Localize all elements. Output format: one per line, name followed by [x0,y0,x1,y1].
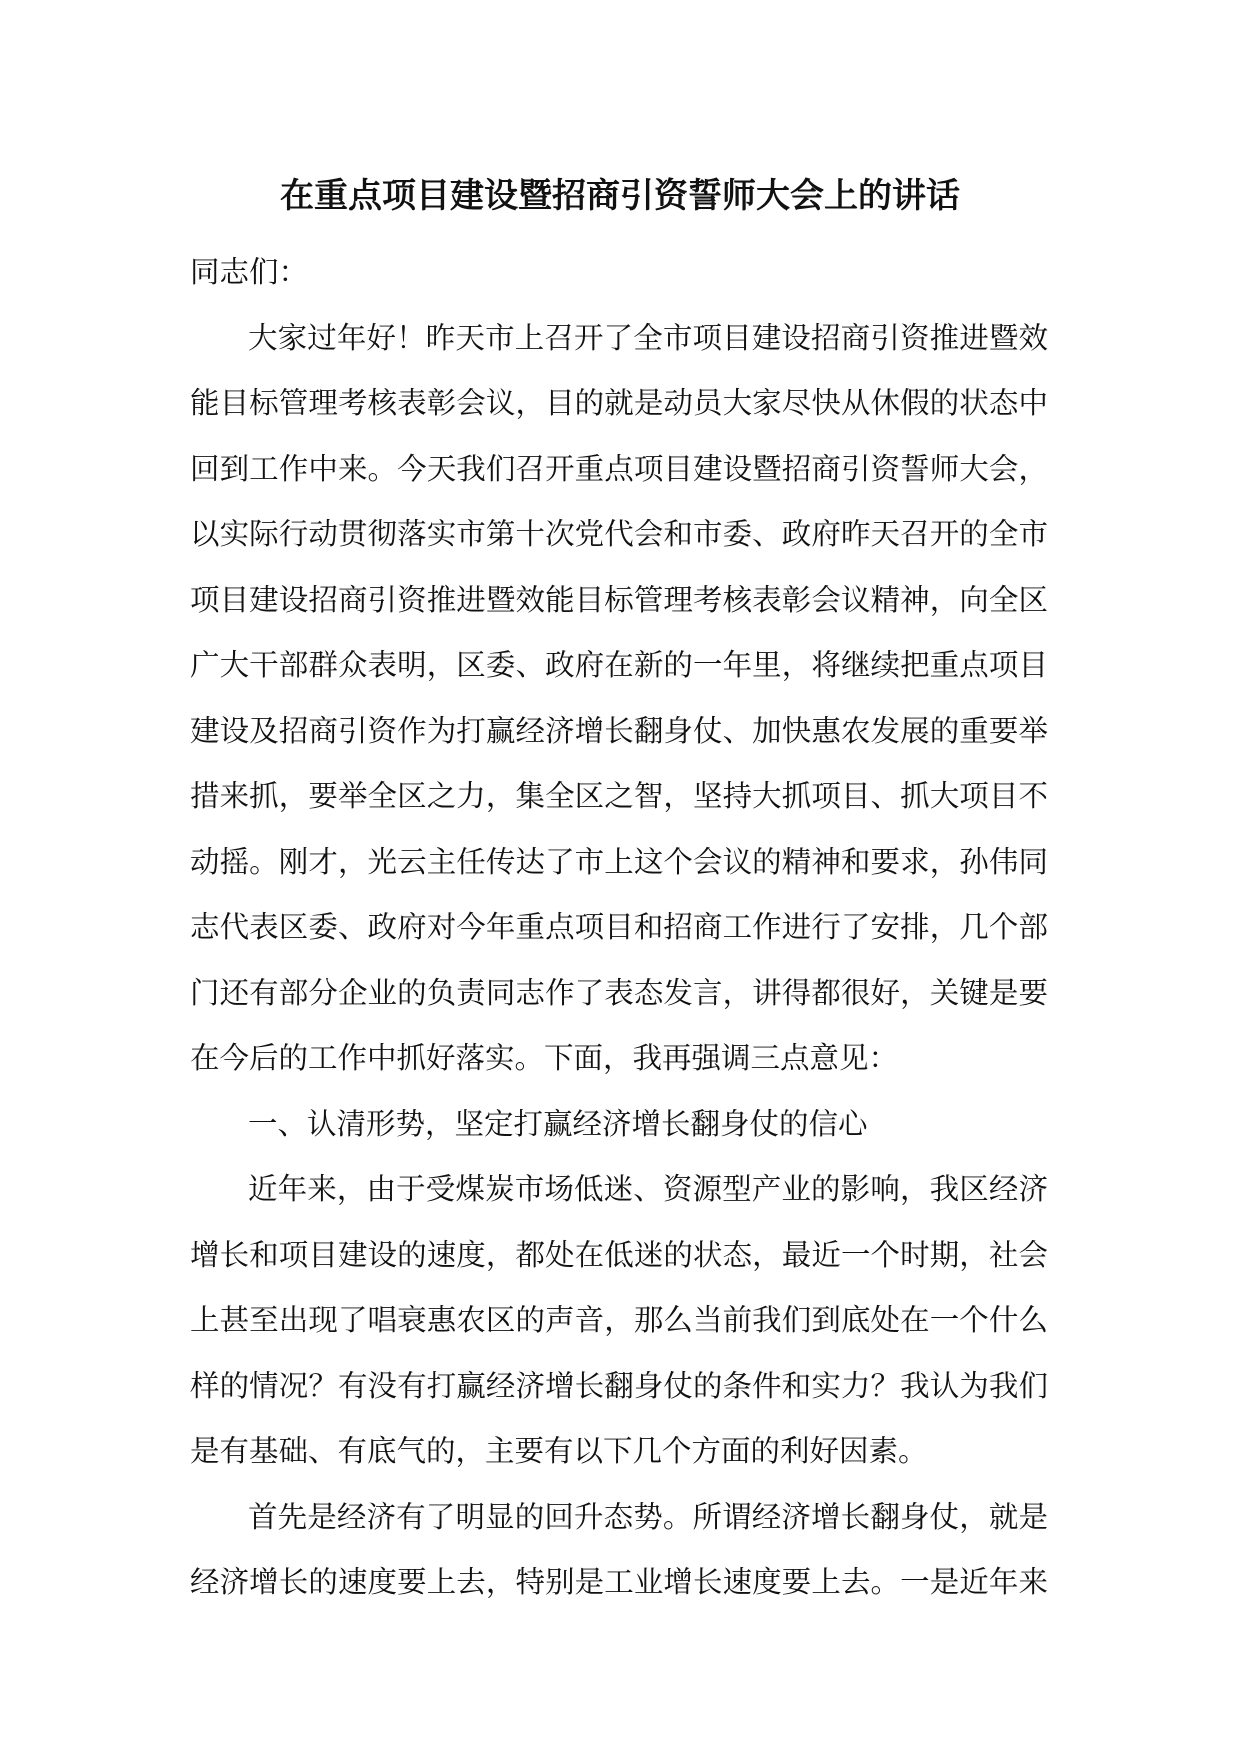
paragraph-line: 动摇。刚才，光云主任传达了市上这个会议的精神和要求，孙伟同 [190,844,1048,879]
document-body [190,240,1048,1616]
paragraph-line: 在今后的工作中抓好落实。下面，我再强调三点意见： [190,1041,899,1075]
paragraph-line: 门还有部分企业的负责同志作了表态发言，讲得都很好，关键是要 [190,975,1048,1010]
paragraph-line: 回到工作中来。今天我们召开重点项目建设暨招商引资誓师大会， [190,451,1048,486]
paragraph-line: 以实际行动贯彻落实市第十次党代会和市委、政府昨天召开的全市 [190,517,1048,551]
paragraph-line: 建设及招商引资作为打赢经济增长翻身仗、加快惠农发展的重要举 [190,713,1048,748]
paragraph-line: 志代表区委、政府对今年重点项目和招商工作进行了安排，几个部 [190,910,1048,944]
paragraph-line: 能目标管理考核表彰会议，目的就是动员大家尽快从休假的状态中 [190,386,1048,420]
document-title: 在重点项目建设暨招商引资誓师大会上的讲话 [280,176,960,216]
salutation-line: 同志们： [190,255,309,289]
paragraph-line: 措来抓，要举全区之力，集全区之智，坚持大抓项目、抓大项目不 [190,779,1048,813]
paragraph-line: 近年来，由于受煤炭市场低迷、资源型产业的影响，我区经济 [248,1172,1048,1206]
paragraph-line: 是有基础、有底气的，主要有以下几个方面的利好因素。 [190,1434,928,1468]
paragraph-line: 经济增长的速度要上去，特别是工业增长速度要上去。一是近年来 [190,1565,1048,1599]
paragraph-line: 大家过年好！昨天市上召开了全市项目建设招商引资推进暨效 [248,320,1048,355]
section-heading: 一、认清形势，坚定打赢经济增长翻身仗的信心 [248,1106,868,1141]
paragraph-line: 增长和项目建设的速度，都处在低迷的状态，最近一个时期，社会 [190,1237,1048,1272]
paragraph-line: 首先是经济有了明显的回升态势。所谓经济增长翻身仗，就是 [248,1499,1048,1534]
paragraph-line: 样的情况？有没有打赢经济增长翻身仗的条件和实力？我认为我们 [190,1368,1048,1403]
paragraph-line: 广大干部群众表明，区委、政府在新的一年里，将继续把重点项目 [190,648,1048,682]
paragraph-line: 上甚至出现了唱衰惠农区的声音，那么当前我们到底处在一个什么 [190,1303,1048,1337]
paragraph-line: 项目建设招商引资推进暨效能目标管理考核表彰会议精神，向全区 [190,582,1048,617]
